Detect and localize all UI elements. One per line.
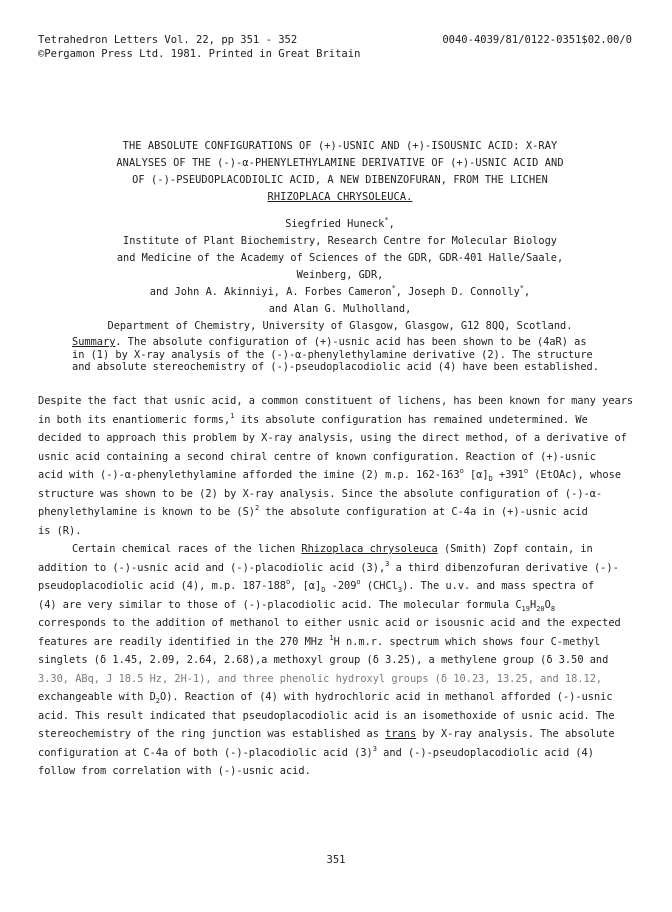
author-connolly: , Joseph D. Connolly xyxy=(395,286,520,298)
author-huneck: Siegfried Huneck xyxy=(285,218,385,230)
p2-line-8: 3.30, ABq, J 18.5 Hz, 2H-1), and three phenolic hydroxyl groups (δ 10.23, 13.25, and 18.12, xyxy=(38,672,603,685)
reference-mark: 2 xyxy=(254,504,260,512)
p1-line-1: Despite the fact that usnic acid, a common constituent of lichens, has been known for many years xyxy=(38,395,634,407)
author-comma: , xyxy=(388,218,395,230)
p2-line-11: stereochemistry of the ring junction was established as trans by X-ray analysis. The absolute xyxy=(38,728,615,740)
authors-akinniyi-cameron: and John A. Akinniyi, A. Forbes Cameron xyxy=(149,286,392,298)
p2-line-7: singlets (δ 1.45, 2.09, 2.64, 2.68),a methoxyl group (δ 3.25), a methylene group (δ 3.50 and xyxy=(38,654,609,666)
author-line-1 xyxy=(40,216,640,233)
p2-line-4: (4) are very similar to those of (-)-placodiolic acid. The molecular formula $C_{19}H_{20}O_8$ xyxy=(38,598,556,613)
p2-line-9: exchangeable with $D_2O$). Reaction of (4) with hydrochloric acid in methanol afforded (-)-usnic xyxy=(38,691,613,705)
p1-line-2: in both its enantiomeric forms,$^1$ its absolute configuration has remained undetermined. We xyxy=(38,411,588,426)
article-title xyxy=(60,138,620,206)
p2-line-13: follow from correlation with (-)-usnic acid. xyxy=(38,765,311,777)
p1-line-8: is (R). xyxy=(38,524,82,537)
title-line-2: ANALYSES OF THE (-)-α-PHENYLETHYLAMINE DERIVATIVE OF (+)-USNIC ACID AND xyxy=(116,157,564,169)
p1-line-3: decided to approach this problem by X-ray analysis, using the direct method, of a derivative of xyxy=(38,432,627,444)
summary-line-1: Summary. The absolute configuration of (+)-usnic acid has been shown to be (4aR) as xyxy=(72,336,587,348)
publisher-line: ©Pergamon Press Ltd. 1981. Printed in Great Britain xyxy=(38,48,361,60)
corresponding-mark: * xyxy=(391,284,396,292)
reference-mark: 3 xyxy=(372,744,377,753)
title-line-4: RHIZOPLACA CHRYSOLEUCA. xyxy=(267,191,413,203)
corresponding-mark: * xyxy=(384,216,389,224)
article-body xyxy=(38,392,638,781)
author-block xyxy=(40,216,640,335)
p2-line-5: corresponds to the addition of methanol to either usnic acid or isousnic acid and the expected xyxy=(38,617,621,629)
author-line-3: and Alan G. Mulholland, xyxy=(268,303,412,315)
article-code: 0040-4039/81/0122-0351$02.00/0 xyxy=(442,34,632,46)
p2-line-3: pseudoplacodiolic acid (4), m.p. 187-188$^o$, $[\alpha]_D$ -209$^o$ (CHCl$_3$). The u.v. and mass spectra of xyxy=(38,578,595,594)
p1-line-5: acid with (-)-α-phenylethylamine afforded the imine (2) m.p. 162-163$^o$ $[\alpha]_D +391^o$ (EtOAc), whose xyxy=(38,467,622,483)
p1-line-4: usnic acid containing a second chiral centre of known configuration. Reaction of (+)-usnic xyxy=(38,450,596,463)
reference-mark: 1 xyxy=(230,411,235,420)
affiliation-line-3: Weinberg, GDR, xyxy=(296,269,384,281)
affiliation-line-1: Institute of Plant Biochemistry, Research Centre for Molecular Biology xyxy=(123,235,557,247)
p2-line-2: addition to (-)-usnic acid and (-)-placodiolic acid (3),$^3$ a third dibenzofuran derivative (-)- xyxy=(38,559,619,574)
title-line-1: THE ABSOLUTE CONFIGURATIONS OF (+)-USNIC AND (+)-ISOUSNIC ACID: X-RAY xyxy=(122,140,558,152)
summary-block xyxy=(72,336,632,374)
journal-citation: Tetrahedron Letters Vol. 22, pp 351 - 352 xyxy=(38,34,298,46)
summary-label: Summary xyxy=(72,336,116,348)
species-name: Rhizoplaca chrysoleuca xyxy=(301,543,438,555)
p2-line-1: Certain chemical races of the lichen Rhizoplaca chrysoleuca (Smith) Zopf contain, in xyxy=(72,543,593,555)
p2-line-6: features are readily identified in the 270 MHz $^1$H n.m.r. spectrum which shows four C-methyl xyxy=(38,633,601,648)
title-line-3: OF (-)-PSEUDOPLACODIOLIC ACID, A NEW DIBENZOFURAN, FROM THE LICHEN xyxy=(132,174,548,186)
affiliation-line-4: Department of Chemistry, University of Glasgow, Glasgow, G12 8QQ, Scotland. xyxy=(107,320,573,332)
summary-line-3: and absolute stereochemistry of (-)-pseudoplacodiolic acid (4) have been established. xyxy=(72,361,599,373)
summary-line-2: in (1) by X-ray analysis of the (-)-α-phenylethylamine derivative (2). The structure xyxy=(72,348,593,361)
author-line-2 xyxy=(40,284,640,301)
corresponding-mark: * xyxy=(519,284,524,292)
p1-line-6: structure was shown to be (2) by X-ray analysis. Since the absolute configuration of (-)-α- xyxy=(38,487,603,500)
trans-term: trans xyxy=(385,728,417,740)
reference-mark: 3 xyxy=(385,559,390,568)
p1-line-7: phenylethylamine is known to be $(S)^2$ the absolute configuration at C-4a in (+)-usnic acid xyxy=(38,504,588,518)
author-comma: , xyxy=(524,286,531,298)
running-header-left xyxy=(38,33,360,61)
affiliation-line-2: and Medicine of the Academy of Sciences of the GDR, GDR-401 Halle/Saale, xyxy=(116,252,564,264)
p2-line-12: configuration at C-4a of both (-)-placodiolic acid $(3)^3$ and (-)-pseudoplacodiolic acid (4) xyxy=(38,744,594,759)
p2-line-10: acid. This result indicated that pseudoplacodiolic acid is an isomethoxide of usnic acid. The xyxy=(38,709,615,722)
page-number: 351 xyxy=(326,854,346,866)
